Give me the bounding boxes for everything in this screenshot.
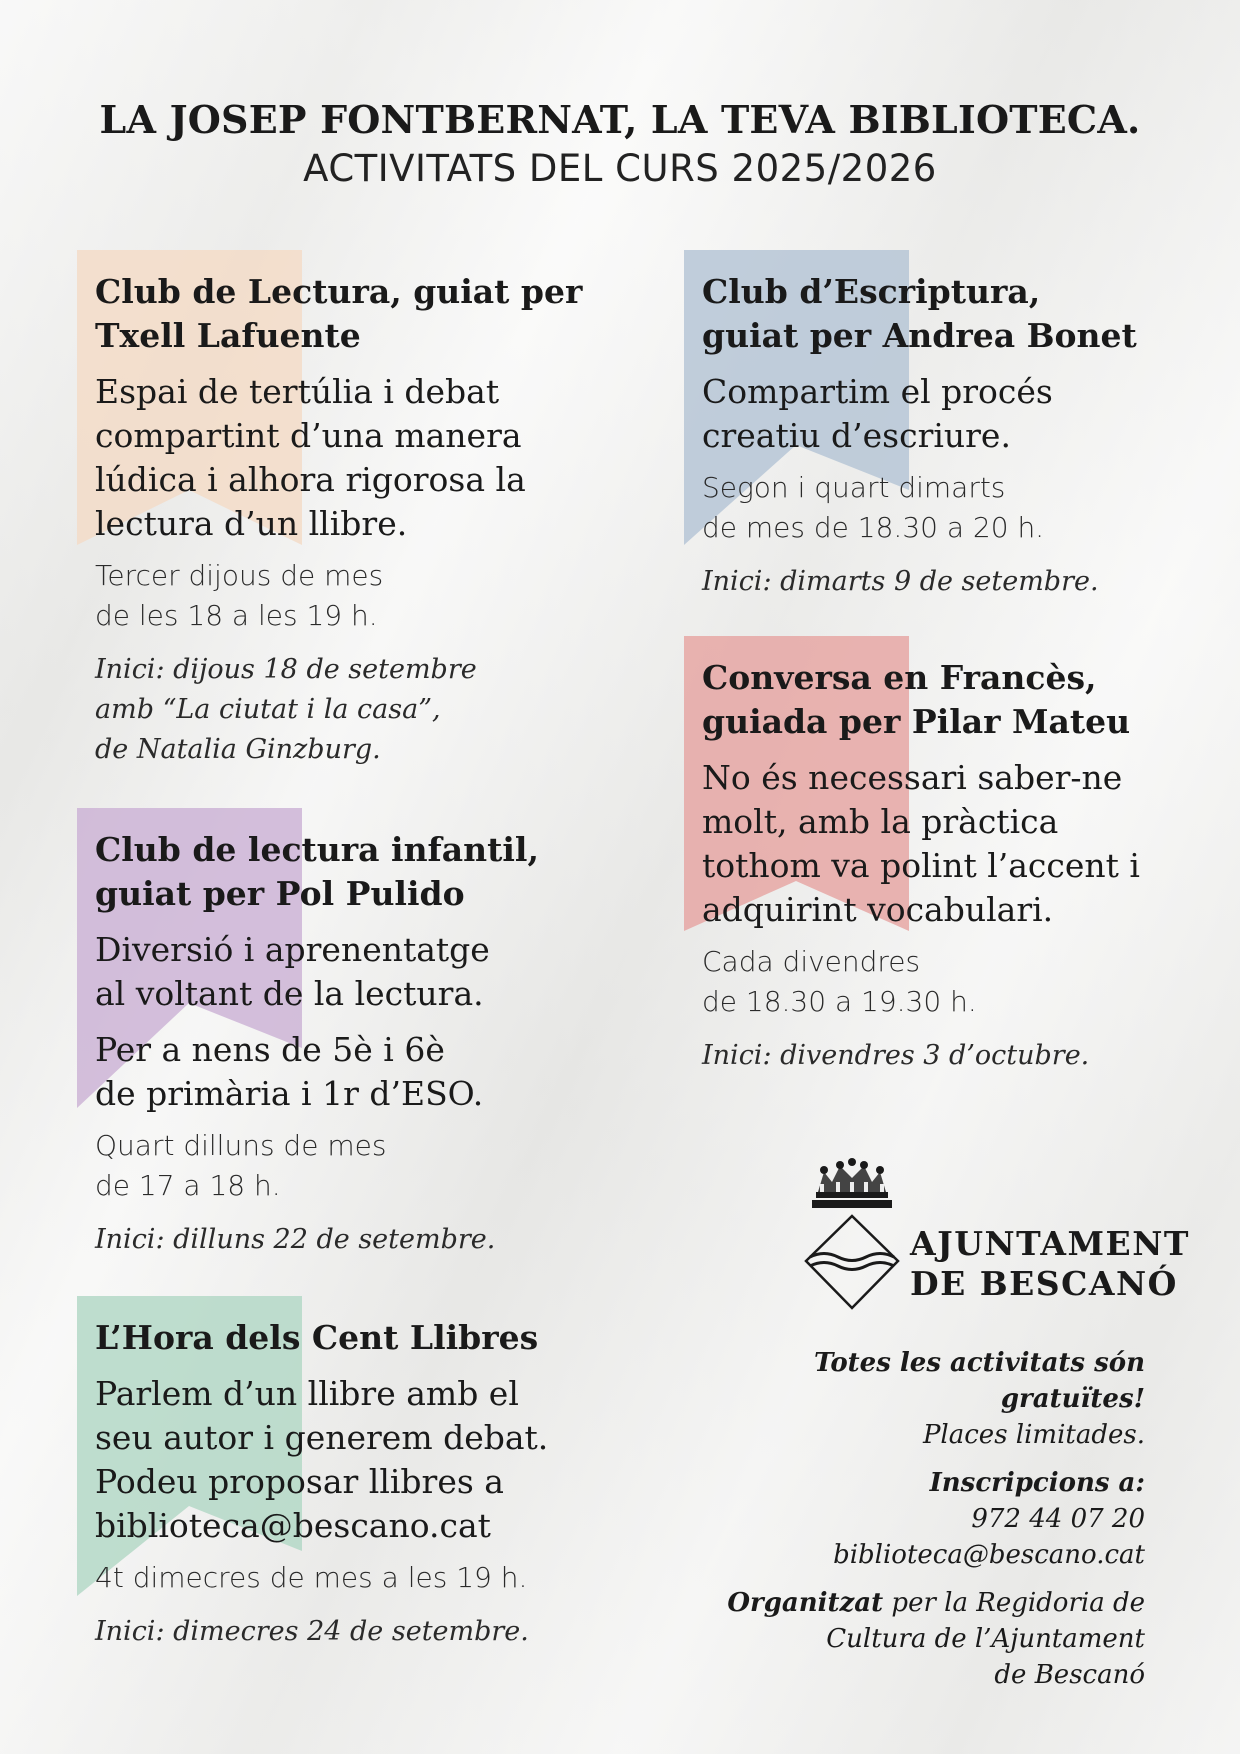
activity-start-date: Inici: dimarts 9 de setembre. xyxy=(702,566,1099,597)
activity-schedule: Tercer dijous de mes de les 18 a les 19 h. xyxy=(95,559,384,632)
ajuntament-name: AJUNTAMENT DE BESCANÓ xyxy=(910,1224,1190,1303)
activity-schedule: Cada divendres de 18.30 a 19.30 h. xyxy=(702,945,977,1018)
coat-of-arms-icon xyxy=(800,1158,905,1313)
activity-audience: Per a nens de 5è i 6è de primària i 1r d’ESO. xyxy=(95,1030,484,1113)
activity-club-lectura xyxy=(95,270,615,770)
activity-club-escriptura xyxy=(702,270,1162,602)
inscriptions-label: Inscripcions a: xyxy=(929,1468,1145,1498)
activity-conversa-frances xyxy=(702,656,1182,1076)
page-header xyxy=(0,96,1240,194)
activity-hora-cent-llibres xyxy=(95,1316,615,1652)
activity-schedule: Quart dilluns de mes de 17 a 18 h. xyxy=(95,1129,387,1202)
activity-title: Club de Lectura, guiat per Txell Lafuente xyxy=(95,272,583,355)
ajuntament-logo xyxy=(800,1158,1190,1313)
organized-text: per la Regidoria de xyxy=(883,1588,1145,1618)
activity-schedule: Segon i quart dimarts de mes de 18.30 a 20 h. xyxy=(702,471,1045,544)
activity-start-date: Inici: dilluns 22 de setembre. xyxy=(95,1224,496,1255)
page-title: LA JOSEP FONTBERNAT, LA TEVA BIBLIOTECA. xyxy=(99,97,1141,142)
email-link[interactable]: biblioteca@bescano.cat xyxy=(833,1540,1145,1570)
activity-description: Parlem d’un llibre amb el seu autor i generem debat. Podeu proposar llibres a biblioteca@bescano.cat xyxy=(95,1372,615,1548)
phone-number[interactable]: 972 44 07 20 xyxy=(971,1504,1145,1534)
organized-text-2: Cultura de l’Ajuntament xyxy=(826,1624,1145,1654)
activity-title: Conversa en Francès, guiada per Pilar Mateu xyxy=(702,658,1131,741)
activity-description: Compartim el procés creatiu d’escriure. xyxy=(702,372,1053,455)
free-activities-note: Totes les activitats són gratuïtes! xyxy=(813,1348,1145,1414)
activity-title: Club d’Escriptura, guiat per Andrea Bonet xyxy=(702,272,1137,355)
info-panel xyxy=(665,1345,1145,1705)
contact-email-link[interactable]: biblioteca@bescano.cat xyxy=(95,1506,491,1545)
activity-description: Espai de tertúlia i debat compartint d’una manera lúdica i alhora rigorosa la lectura d’un llibre. xyxy=(95,372,526,543)
page-subtitle: ACTIVITATS DEL CURS 2025/2026 xyxy=(303,147,937,190)
activity-start-date: Inici: divendres 3 d’octubre. xyxy=(702,1040,1090,1071)
limited-places-note: Places limitades. xyxy=(922,1420,1145,1450)
activity-schedule: 4t dimecres de mes a les 19 h. xyxy=(95,1561,528,1594)
organized-label: Organitzat xyxy=(727,1588,884,1618)
activity-description: No és necessari saber-ne molt, amb la pràctica tothom va polint l’accent i adquirint vocabulari. xyxy=(702,758,1140,929)
organized-text-3: de Bescanó xyxy=(994,1660,1145,1690)
activity-title: L’Hora dels Cent Llibres xyxy=(95,1318,539,1357)
activity-start-date: Inici: dimecres 24 de setembre. xyxy=(95,1616,529,1647)
activity-title: Club de lectura infantil, guiat per Pol Pulido xyxy=(95,830,539,913)
activity-club-lectura-infantil xyxy=(95,828,615,1260)
activity-start-date: Inici: dijous 18 de setembre amb “La ciutat i la casa”, de Natalia Ginzburg. xyxy=(95,654,477,765)
activity-description: Diversió i aprenentatge al voltant de la lectura. xyxy=(95,930,490,1013)
